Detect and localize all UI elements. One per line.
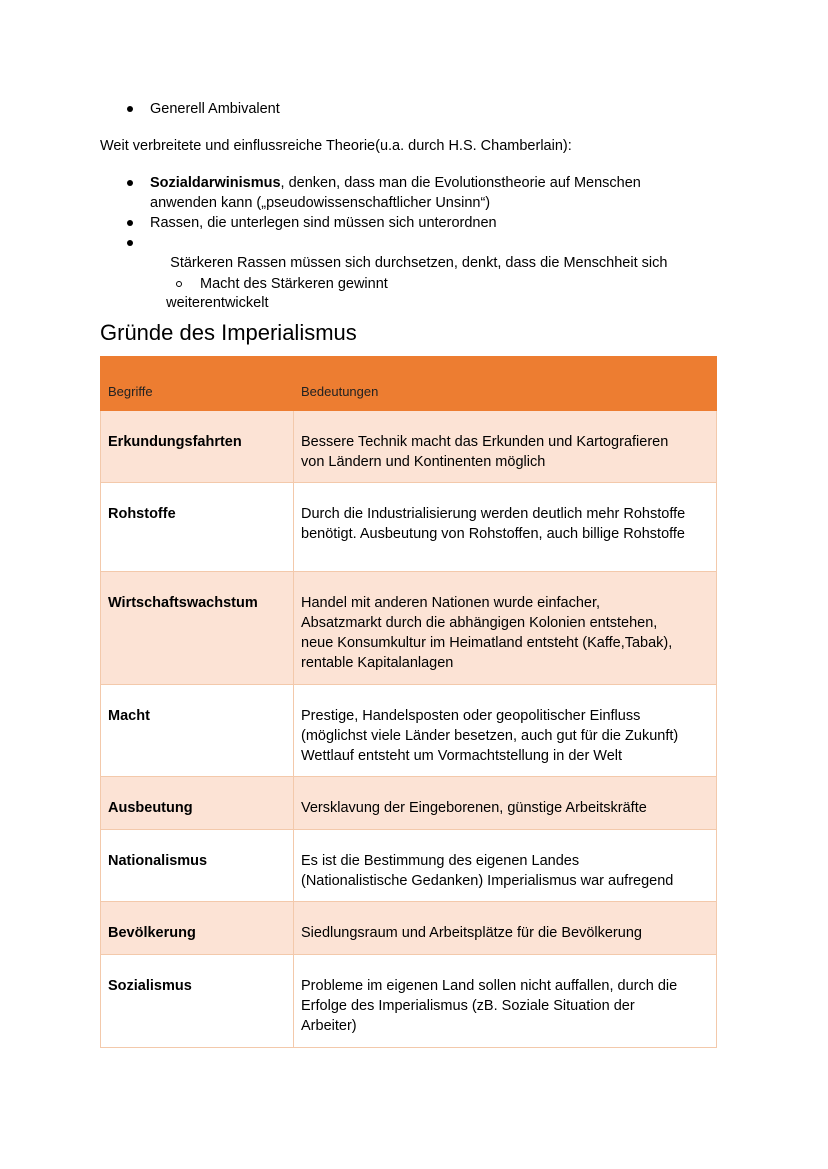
meaning-line: Es ist die Bestimmung des eigenen Landes (301, 853, 580, 869)
theory-bullet-3-line1: Stärkeren Rassen müssen sich durchsetzen, denkt, dass die Menschheit sich (166, 255, 668, 271)
term-cell: Nationalismus (101, 830, 294, 902)
table-row (101, 830, 717, 902)
section-title: Gründe des Imperialismus (100, 320, 357, 345)
meaning-cell (294, 685, 717, 777)
term-cell: Bevölkerung (101, 902, 294, 955)
table-row (101, 685, 717, 777)
theory-line: Weit verbreitete und einflussreiche Theorie(u.a. durch H.S. Chamberlain): (100, 138, 572, 154)
meaning-cell (294, 572, 717, 685)
imperialism-reasons-table (100, 356, 717, 1048)
meaning-line: benötigt. Ausbeutung von Rohstoffen, auch billige Rohstoffe (301, 526, 685, 542)
meaning-line: Probleme im eigenen Land sollen nicht auffallen, durch die (301, 978, 678, 994)
term-cell: Macht (101, 685, 294, 777)
meaning-cell (294, 955, 717, 1048)
meaning-line: Wettlauf entsteht um Vormachtstellung in der Welt (301, 748, 623, 764)
meaning-cell (294, 483, 717, 572)
meaning-line: neue Konsumkultur im Heimatland entsteht (Kaffe,Tabak), (301, 635, 673, 651)
table-row (101, 572, 717, 685)
meaning-line: rentable Kapitalanlagen (301, 655, 454, 671)
table-row (101, 411, 717, 483)
term-cell: Ausbeutung (101, 777, 294, 830)
term-sozialdarwinismus: Sozialdarwinismus (150, 175, 281, 191)
table-row (101, 955, 717, 1048)
meaning-line: Handel mit anderen Nationen wurde einfacher, (301, 595, 601, 611)
theory-bullet-1 (150, 173, 710, 213)
term-cell: Wirtschaftswachstum (101, 572, 294, 685)
term-cell: Erkundungsfahrten (101, 411, 294, 483)
meaning-line: Versklavung der Eingeborenen, günstige Arbeitskräfte (301, 800, 647, 816)
bullet-dot (127, 180, 133, 186)
meaning-line: Prestige, Handelsposten oder geopolitischer Einfluss (301, 708, 641, 724)
meaning-line: Siedlungsraum und Arbeitsplätze für die Bevölkerung (301, 925, 642, 941)
meaning-cell (294, 902, 717, 955)
meaning-line: von Ländern und Kontinenten möglich (301, 454, 546, 470)
theory-bullet-3-line2: weiterentwickelt (166, 295, 269, 311)
bullet-dot (127, 240, 133, 246)
meaning-line: Bessere Technik macht das Erkunden und Kartografieren (301, 434, 669, 450)
meaning-line: Arbeiter) (301, 1018, 357, 1034)
table-row (101, 483, 717, 572)
theory-bullet-1-line2: anwenden kann („pseudowissenschaftlicher Unsinn“) (150, 195, 491, 211)
table-row (101, 902, 717, 955)
sub-bullet-text: Macht des Stärkeren gewinnt (200, 276, 388, 292)
sub-bullet-circle (176, 281, 182, 287)
meaning-line: Absatzmarkt durch die abhängigen Kolonien entstehen, (301, 615, 658, 631)
intro-bullet-text: Generell Ambivalent (150, 101, 280, 117)
meaning-line: (möglichst viele Länder besetzen, auch gut für die Zukunft) (301, 728, 679, 744)
table-row (101, 777, 717, 830)
theory-bullet-1-text: , denken, dass man die Evolutionstheorie auf Menschen (280, 175, 641, 191)
header-bedeutungen: Bedeutungen (294, 357, 717, 411)
bullet-dot (127, 106, 133, 112)
table-header-row (101, 357, 717, 411)
header-begriffe: Begriffe (101, 357, 294, 411)
meaning-line: Durch die Industrialisierung werden deutlich mehr Rohstoffe (301, 506, 686, 522)
meaning-cell (294, 830, 717, 902)
meaning-cell (294, 777, 717, 830)
meaning-line: Erfolge des Imperialismus (zB. Soziale Situation der (301, 998, 635, 1014)
bullet-dot (127, 220, 133, 226)
term-cell: Sozialismus (101, 955, 294, 1048)
meaning-cell (294, 411, 717, 483)
meaning-line: (Nationalistische Gedanken) Imperialismus war aufregend (301, 873, 674, 889)
term-cell: Rohstoffe (101, 483, 294, 572)
theory-bullet-2: Rassen, die unterlegen sind müssen sich unterordnen (150, 215, 497, 231)
